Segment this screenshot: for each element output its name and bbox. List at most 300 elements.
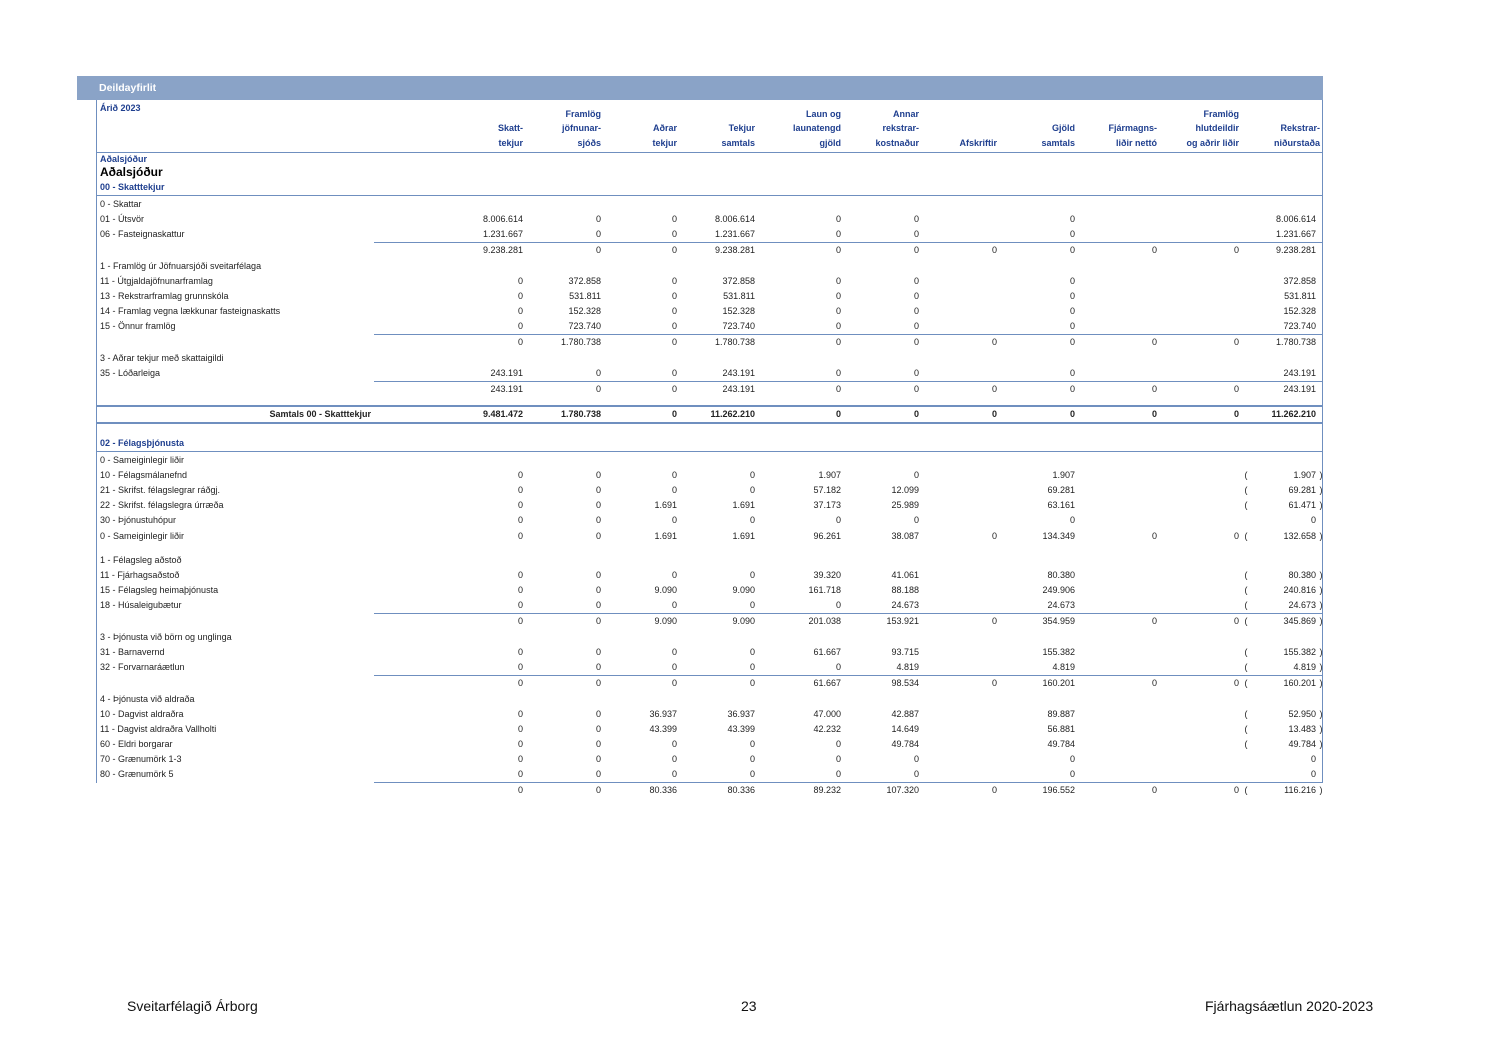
neg-paren-close: ) [1319,709,1323,719]
cell-value: 0 [913,384,919,394]
cell-value: 0 [844,406,922,423]
cell-value: 0 [991,678,997,688]
neg-paren-close: ) [1319,570,1323,580]
line-item-label: 32 - Forvarnaráætlun [100,662,185,673]
column-header [758,101,844,153]
neg-paren-close [1319,752,1323,767]
cell-value: 0 [844,319,922,335]
cell-value: 0 [595,485,601,495]
spacer-row [97,544,1323,552]
cell-value [1160,274,1242,289]
cell-result: 155.382 [1283,647,1316,657]
neg-paren-open: ( [1244,724,1248,734]
cell-value [1078,568,1160,583]
cell-result: 0 [1310,515,1316,525]
cell-value: 0 [671,306,677,316]
column-header [1160,101,1242,153]
cell-value [1078,319,1160,335]
cell-result: 9.238.281 [1275,245,1316,255]
cell-result: 531.811 [1284,291,1316,301]
cell-value: 0 [1151,785,1157,795]
cell-value: 42.887 [891,709,919,719]
cell-value: 0 [604,366,680,382]
cell-value [922,598,1000,614]
cell-value: 57.182 [813,485,841,495]
cell-value: 0 [1151,245,1157,255]
cell-result: 8.006.614 [1275,214,1316,224]
cell-value: 0 [526,598,604,614]
cell-value: 0 [835,245,841,255]
cell-value: 0 [1069,306,1075,316]
line-item-label: 01 - Útsvör [100,214,145,224]
cell-value: 155.382 [1042,647,1075,657]
neg-paren-close: ) [1319,616,1323,626]
cell-value: 1.231.667 [680,227,758,243]
cell-value: 0 [374,319,526,335]
cell-value: 153.921 [886,616,919,626]
cell-value: 0 [1160,406,1242,423]
cell-value: 0 [844,767,922,783]
cell-value: 80.380 [1047,570,1075,580]
neg-paren-close [1319,227,1323,243]
line-item-label: 35 - Lóðarleiga [100,368,161,379]
group-title: 1 - Félagsleg aðstoð [100,554,182,565]
cell-result: 24.673 [1250,598,1319,614]
cell-value [1078,498,1160,513]
line-item-label: 10 - Félagsmálanefnd [100,470,188,480]
neg-paren-close [1319,366,1323,382]
neg-paren-close: ) [1319,470,1323,480]
cell-result: 160.201 [1283,678,1316,688]
cell-value: 14.649 [891,724,919,734]
cell-value: 0 [1233,245,1239,255]
cell-value: 0 [595,245,601,255]
cell-value: 0 [595,785,601,795]
cell-value: 0 [758,319,844,335]
group-header-row [97,452,1323,469]
neg-paren-open [1242,274,1250,289]
cell-value: 47.000 [813,709,841,719]
cell-value: 1.691 [732,500,755,510]
cell-value: 0 [1069,384,1075,394]
group-header-row [97,552,1323,568]
line-item-row [97,583,1323,598]
group-header-row [97,629,1323,645]
cell-value: 61.667 [813,678,841,688]
cell-value: 0 [835,739,841,749]
cell-value: 0 [1000,406,1078,423]
fund-row-small [97,153,1323,166]
cell-value: 0 [1000,319,1078,335]
cell-value: 0 [749,647,755,657]
cell-value: 0 [1069,245,1075,255]
cell-result: 4.819 [1250,660,1319,676]
spacer-row [97,397,1323,406]
neg-paren-open [1242,227,1250,243]
neg-paren-close: ) [1319,678,1323,688]
cell-value: 24.673 [844,598,922,614]
column-header-line: samtals [721,137,755,148]
cell-result: 345.869 [1283,616,1316,626]
cell-value [1078,513,1160,528]
cell-value: 0 [835,337,841,347]
neg-paren-open [1242,304,1250,319]
column-header-line: rekstrar- [882,123,919,133]
cell-value: 0 [595,647,601,657]
cell-value: 0 [749,470,755,480]
cell-value: 0 [517,276,523,286]
cell-value: 0 [991,337,997,347]
cell-value: 0 [526,660,604,676]
cell-value: 0 [913,470,919,480]
cell-value [922,366,1000,382]
cell-value: 196.552 [1042,785,1075,795]
column-header [1078,101,1160,153]
cell-value: 43.399 [727,724,755,734]
neg-paren-open [1242,366,1250,382]
cell-value [1160,660,1242,676]
neg-paren-open: ( [1244,530,1248,541]
cell-value: 0 [680,660,758,676]
cell-value [922,212,1000,227]
neg-paren-open [1242,319,1250,335]
cell-value: 0 [374,767,526,783]
cell-value: 0 [1069,214,1075,224]
neg-paren-close [1319,243,1323,259]
cell-value: 0 [758,406,844,423]
cell-value: 56.881 [1047,724,1075,734]
line-item-row [97,212,1323,227]
cell-value: 0 [913,214,919,224]
row-label-empty [97,676,374,692]
cell-value: 0 [835,306,841,316]
line-item-row [97,722,1323,737]
cell-value: 0 [835,291,841,301]
column-header [844,101,922,153]
cell-value [922,468,1000,483]
line-item-row [97,513,1323,528]
cell-value: 531.811 [723,291,755,301]
line-item-row [97,483,1323,498]
section-title: 00 - Skatttekjur [97,180,1323,196]
cell-value [1078,737,1160,752]
cell-value: 0 [991,785,997,795]
neg-paren-close: ) [1319,598,1323,614]
neg-paren-close [1319,382,1323,398]
cell-value [1160,737,1242,752]
column-header-line: sjóðs [577,137,601,148]
cell-result: 152.328 [1283,306,1316,316]
neg-paren-close [1319,406,1323,423]
line-item-label: 06 - Fasteignaskattur [100,229,185,240]
neg-paren-close [1319,304,1323,319]
cell-value: 0 [517,785,523,795]
line-item-label: 11 - Fjárhagsaðstoð [100,570,180,580]
cell-value: 88.188 [891,585,919,595]
neg-paren-close: ) [1319,739,1323,749]
cell-value [922,583,1000,598]
cell-value: 0 [1000,227,1078,243]
cell-value: 243.191 [722,384,755,394]
column-header [526,101,604,153]
neg-paren-open: ( [1244,500,1248,510]
cell-value: 0 [604,598,680,614]
cell-value: 0 [835,384,841,394]
neg-paren-open: ( [1244,616,1248,626]
column-header [680,101,758,153]
cell-value: 0 [749,739,755,749]
cell-value: 0 [595,515,601,525]
neg-paren-open [1242,513,1250,528]
group-title: 3 - Aðrar tekjur með skattaigildi [100,352,224,363]
cell-value: 0 [671,214,677,224]
cell-value: 4.819 [844,660,922,676]
subtotal-row [97,783,1323,799]
row-label-empty [97,382,374,398]
cell-value: 0 [595,570,601,580]
cell-value: 0 [671,470,677,480]
cell-value: 0 [1000,767,1078,783]
cell-value: 0 [913,306,919,316]
cell-value: 0 [1069,337,1075,347]
column-header-line: Skatt- [497,123,523,133]
cell-value: 0 [835,214,841,224]
cell-value [922,289,1000,304]
cell-value: 0 [517,570,523,580]
cell-result: 1.780.738 [1275,337,1316,347]
cell-value: 0 [517,585,523,595]
cell-value: 372.858 [568,276,601,286]
cell-result: 723.740 [1250,319,1319,335]
neg-paren-close: ) [1319,660,1323,676]
column-header-line: samtals [1041,137,1075,148]
group-title: 4 - Þjónusta við aldraða [100,693,195,704]
cell-value [1078,583,1160,598]
subtotal-row [97,676,1323,692]
group-title: 0 - Sameiginlegir liðir [100,454,185,465]
cell-value: 37.173 [813,500,841,510]
cell-value: 0 [374,598,526,614]
line-item-row [97,660,1323,676]
cell-value: 0 [671,291,677,301]
subtotal-row [97,243,1323,259]
cell-value: 0 [1233,616,1239,626]
cell-value: 93.715 [891,647,919,657]
fund-row-large [97,165,1323,180]
column-header-line: tekjur [652,137,677,148]
cell-value: 1.907 [818,470,841,480]
group-header-row [97,258,1323,274]
cell-value [922,274,1000,289]
cell-result: 69.281 [1288,485,1316,495]
cell-value: 0 [835,754,841,764]
cell-value [1160,513,1242,528]
row-label-empty [97,614,374,630]
cell-value: 0 [758,660,844,676]
line-item-label: 60 - Eldri borgarar [100,739,173,749]
line-item-row [97,304,1323,319]
cell-value: 9.481.472 [374,406,526,423]
line-item-row [97,568,1323,583]
cell-value: 0 [913,337,919,347]
cell-value: 0 [517,306,523,316]
cell-value: 0 [1151,530,1157,541]
cell-value: 80.336 [727,785,755,795]
line-item-row [97,767,1323,783]
cell-value [1160,598,1242,614]
cell-value: 161.718 [808,585,841,595]
line-item-row [97,468,1323,483]
cell-value: 0 [922,406,1000,423]
cell-value [922,645,1000,660]
cell-value [1160,227,1242,243]
cell-value: 0 [595,470,601,480]
cell-value: 0 [595,214,601,224]
cell-result: 52.950 [1288,709,1316,719]
row-label-empty [97,243,374,259]
line-item-row [97,289,1323,304]
cell-value: 36.937 [649,709,677,719]
cell-value: 0 [517,739,523,749]
cell-value: 0 [913,245,919,255]
line-item-label: 10 - Dagvist aldraðra [100,709,184,719]
cell-value: 39.320 [813,570,841,580]
line-item-label: 18 - Húsaleigubætur [100,600,182,611]
cell-value: 0 [517,515,523,525]
cell-value: 1.907 [1052,470,1075,480]
cell-value [1078,598,1160,614]
cell-value: 0 [595,500,601,510]
cell-value: 49.784 [1047,739,1075,749]
column-header-line: Framlög [565,108,601,119]
cell-value: 0 [671,678,677,688]
row-label-empty [97,335,374,351]
cell-value: 0 [1233,785,1239,795]
cell-value: 0 [595,384,601,394]
cell-value: 63.161 [1047,500,1075,510]
subtotal-row [97,614,1323,630]
group-title: 1 - Framlög úr Jöfnuarsjóði sveitarfélaga [100,260,262,271]
cell-value: 4.819 [1000,660,1078,676]
neg-paren-open: ( [1244,709,1248,719]
cell-value [1160,366,1242,382]
line-item-label: 15 - Félagsleg heimaþjónusta [100,585,219,595]
cell-value: 0 [671,337,677,347]
cell-value: 0 [671,515,677,525]
fund-label-large: Aðalsjóður [100,165,163,179]
line-item-label: 14 - Framlag vegna lækkunar fasteignaskatts [100,306,281,316]
cell-value: 0 [517,709,523,719]
cell-value: 49.784 [891,739,919,749]
cell-value: 9.090 [654,585,677,595]
cell-result: 243.191 [1250,366,1319,382]
cell-value: 0 [517,724,523,734]
cell-value: 0 [595,724,601,734]
cell-value [1160,212,1242,227]
neg-paren-close [1319,335,1323,351]
group-title: 3 - Þjónusta við börn og unglinga [100,631,232,642]
line-item-label: 15 - Önnur framlög [100,321,176,332]
year-label: Árið 2023 [97,101,374,153]
cell-value: 0 [913,754,919,764]
cell-value: 0 [671,245,677,255]
cell-value: 0 [517,678,523,688]
cell-value: 0 [671,739,677,749]
cell-value [1160,767,1242,783]
cell-value: 0 [680,767,758,783]
cell-value: 152.328 [568,306,601,316]
cell-value: 372.858 [722,276,755,286]
line-item-label: 11 - Dagvist aldraðra Vallholti [100,724,217,734]
neg-paren-open [1242,752,1250,767]
column-header-line: Gjöld [1052,123,1075,133]
cell-value: 36.937 [727,709,755,719]
neg-paren-open [1242,289,1250,304]
column-header-line: gjöld [819,137,841,148]
cell-value: 0 [758,366,844,382]
cell-value [1160,289,1242,304]
section-total-label: Samtals 00 - Skatttekjur [97,406,374,423]
column-header-line: Afskriftir [959,137,997,148]
cell-value: 0 [1069,291,1075,301]
cell-value: 69.281 [1047,485,1075,495]
cell-value: 1.691 [654,500,677,510]
cell-value [1078,752,1160,767]
cell-value: 9.238.281 [482,245,523,255]
cell-value: 0 [991,245,997,255]
neg-paren-open [1242,767,1250,783]
cell-value: 0 [604,406,680,423]
cell-value: 354.959 [1042,616,1075,626]
cell-value: 0 [604,767,680,783]
column-header-line: launatengd [792,123,841,133]
cell-value: 0 [844,366,922,382]
cell-value: 0 [517,337,523,347]
line-item-label: 80 - Grænumörk 5 [100,769,174,780]
footer-page-number: 23 [741,998,757,1014]
cell-value: 1.780.738 [526,406,604,423]
cell-value [1160,319,1242,335]
cell-value: 0 [604,227,680,243]
cell-value [1160,645,1242,660]
cell-value: 0 [517,754,523,764]
cell-value: 0 [758,767,844,783]
line-item-row [97,752,1323,767]
cell-value: 0 [749,678,755,688]
cell-value [1160,304,1242,319]
cell-value: 0 [1233,678,1239,688]
cell-value [922,319,1000,335]
row-label-empty [97,783,374,799]
footer-plan-title: Fjárhagsáætlun 2020-2023 [1205,998,1374,1014]
cell-value: 0 [835,276,841,286]
cell-value: 0 [671,754,677,764]
cell-value: 9.238.281 [714,245,755,255]
cell-result: 243.191 [1283,384,1316,394]
cell-value: 0 [1078,406,1160,423]
column-header-row [97,101,1323,153]
cell-value: 89.887 [1047,709,1075,719]
cell-result: 13.483 [1288,724,1316,734]
cell-value [922,483,1000,498]
column-header-line: liðir nettó [1116,137,1157,148]
cell-value: 0 [749,570,755,580]
line-item-row [97,707,1323,722]
cell-value: 0 [913,515,919,525]
column-header [374,101,526,153]
cell-value: 0 [749,515,755,525]
cell-value: 0 [1069,276,1075,286]
